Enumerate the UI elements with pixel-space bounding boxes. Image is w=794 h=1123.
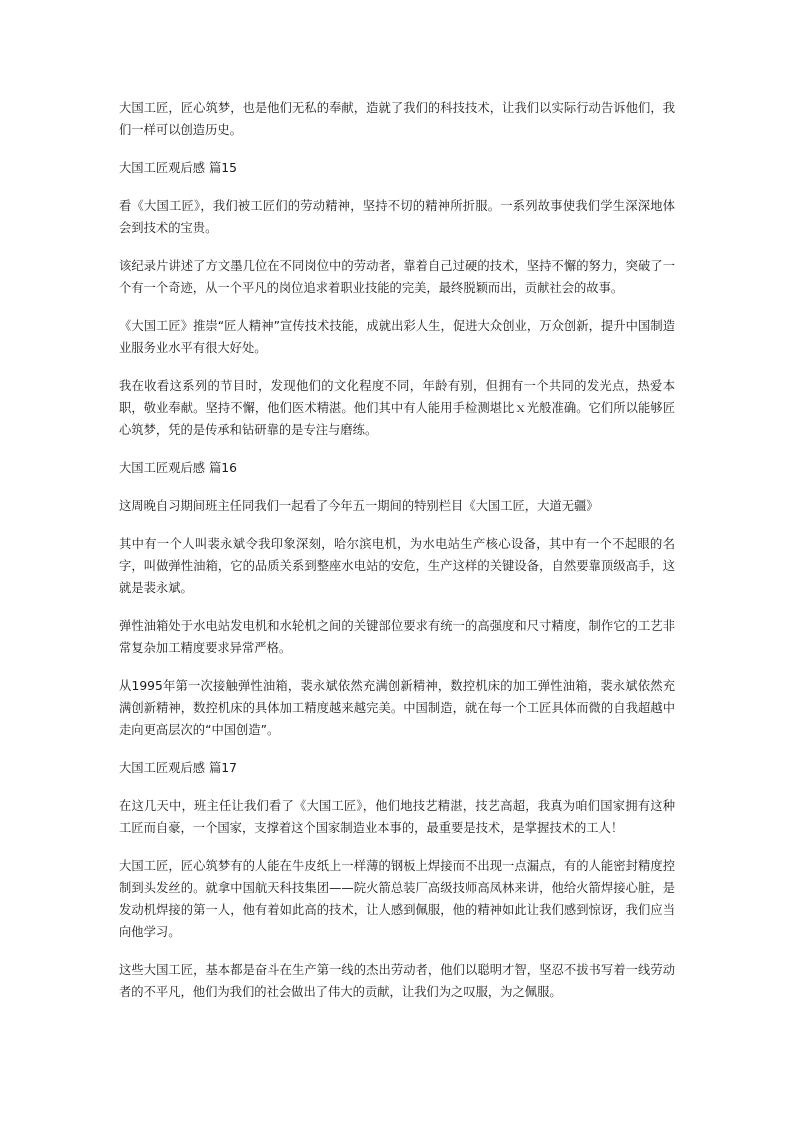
paragraph: 这些大国工匠，基本都是奋斗在生产第一线的杰出劳动者，他们以聪明才智，坚忍不拔书写着一线劳动者的不平凡，他们为我们的社会做出了伟大的贡献，让我们为之叹服，为之佩服。 [119, 963, 675, 999]
paragraph: 看《大国工匠》，我们被工匠们的劳动精神，坚持不切的精神所折服。一系列故事使我们学生深深地体会到技术的宝贵。 [119, 199, 675, 235]
document-body [119, 97, 675, 1019]
paragraph: 弹性油箱处于水电站发电机和水轮机之间的关键部位要求有统一的高强度和尺寸精度，制作它的工艺非常复杂加工精度要求异常严格。 [119, 619, 675, 655]
paragraph: 这周晚自习期间班主任同我们一起看了今年五一期间的特别栏目《大国工匠，大道无疆》 [119, 499, 599, 513]
section-heading: 大国工匠观后感 篇16 [119, 461, 237, 475]
paragraph: 大国工匠，匠心筑梦有的人能在牛皮纸上一样薄的钢板上焊接而不出现一点漏点，有的人能密封精度控制到头发丝的。就拿中国航天科技集团——院火箭总装厂高级技师高凤林来讲，他给火箭焊接心脏，是发动机焊接的第一人，他有着如此高的技术，让人感到佩服，他的精神如此让我们感到惊讶，我们应当向他学习。 [119, 859, 675, 939]
paragraph: 大国工匠，匠心筑梦，也是他们无私的奉献，造就了我们的科技技术，让我们以实际行动告诉他们，我们一样可以创造历史。 [119, 101, 675, 137]
paragraph: 该纪录片讲述了方文墨几位在不同岗位中的劳动者，靠着自己过硬的技术，坚持不懈的努力，突破了一个有一个奇迹，从一个平凡的岗位追求着职业技能的完美，最终脱颖而出，贡献社会的故事。 [119, 259, 675, 295]
paragraph: 《大国工匠》推崇“匠人精神”宣传技术技能，成就出彩人生，促进大众创业，万众创新，提升中国制造业服务业水平有很大好处。 [119, 319, 675, 355]
paragraph: 在这几天中，班主任让我们看了《大国工匠》，他们地技艺精湛，技艺高超，我真为咱们国家拥有这种工匠而自豪，一个国家，支撑着这个国家制造业本事的，最重要是技术，是掌握技术的工人！ [119, 799, 675, 835]
paragraph: 从1995年第一次接触弹性油箱，裴永斌依然充满创新精神，数控机床的加工弹性油箱，裴永斌依然充满创新精神，数控机床的具体加工精度越来越完美。中国制造，就在每一个工匠具体而微的自我超越中走向更高层次的“中国创造”。 [119, 679, 675, 737]
paragraph: 我在收看这系列的节目时，发现他们的文化程度不同，年龄有别，但拥有一个共同的发光点，热爱本职，敬业奉献。坚持不懈，他们医术精湛。他们其中有人能用手检测堪比ｘ光般准确。它们所以能够匠心筑梦，凭的是传承和钻研靠的是专注与磨练。 [119, 379, 675, 437]
paragraph: 其中有一个人叫裴永斌令我印象深刻，哈尔滨电机，为水电站生产核心设备，其中有一个不起眼的名字，叫做弹性油箱，它的品质关系到整座水电站的安危，生产这样的关键设备，自然要靠顶级高手，这就是裴永斌。 [119, 537, 675, 595]
section-heading: 大国工匠观后感 篇17 [119, 761, 237, 775]
section-heading: 大国工匠观后感 篇15 [119, 161, 237, 175]
